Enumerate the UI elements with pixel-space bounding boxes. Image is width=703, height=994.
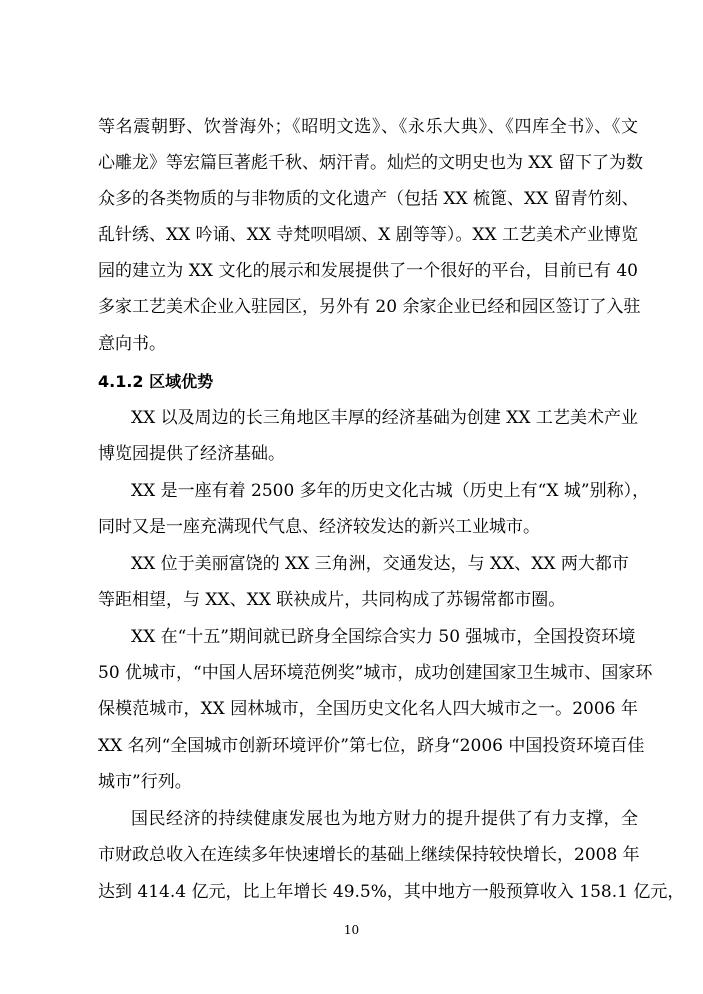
section-heading: 4.1.2 区域优势	[98, 372, 214, 391]
body-line: XX 是一座有着 2500 多年的历史文化古城（历史上有“X 城”别称），	[131, 481, 650, 501]
body-line: 博览园提供了经济基础。	[98, 444, 285, 464]
body-line: XX 以及周边的长三角地区丰厚的经济基础为创建 XX 工艺美术产业	[131, 408, 638, 428]
page-number: 10	[343, 923, 360, 937]
body-line: 多家工艺美术企业入驻园区，另外有 20 余家企业已经和园区签订了入驻	[98, 297, 641, 317]
body-line: XX 在“十五”期间就已跻身全国综合实力 50 强城市，全国投资环境	[131, 627, 636, 647]
body-line: 乱针绣、XX 吟诵、XX 寺梵呗唱颂、X 剧等等）。XX 工艺美术产业博览	[98, 225, 638, 245]
body-line: 50 优城市，“中国人居环境范例奖”城市，成功创建国家卫生城市、国家环	[98, 663, 653, 683]
body-line: XX 位于美丽富饶的 XX 三角洲，交通发达，与 XX、XX 两大都市	[131, 554, 629, 574]
body-line: 市财政总收入在连续多年快速增长的基础上继续保持较快增长，2008 年	[98, 845, 640, 865]
body-line: 达到 414.4 亿元，比上年增长 49.5%，其中地方一般预算收入 158.1 亿元，	[98, 882, 685, 902]
body-line: 意向书。	[98, 334, 166, 354]
body-line: 等距相望，与 XX、XX 联袂成片，共同构成了苏锡常都市圈。	[98, 590, 566, 610]
body-line: 国民经济的持续健康发展也为地方财力的提升提供了有力支撑，全	[131, 809, 638, 829]
body-line: 保模范城市，XX 园林城市，全国历史文化名人四大城市之一。2006 年	[98, 699, 638, 719]
body-line: XX 名列“全国城市创新环境评价”第七位，跻身“2006 中国投资环境百佳	[98, 736, 645, 756]
body-line: 同时又是一座充满现代气息、经济较发达的新兴工业城市。	[98, 517, 540, 537]
body-line: 城市”行列。	[98, 772, 192, 792]
body-line: 园的建立为 XX 文化的展示和发展提供了一个很好的平台，目前已有 40	[98, 261, 638, 281]
body-line: 众多的各类物质的与非物质的文化遗产（包括 XX 梳篦、XX 留青竹刻、	[98, 189, 639, 209]
body-line: 心雕龙》等宏篇巨著彪千秋、炳汗青。灿烂的文明史也为 XX 留下了为数	[98, 153, 644, 173]
body-line: 等名震朝野、饮誉海外；《昭明文选》、《永乐大典》、《四库全书》、《文	[98, 117, 638, 137]
